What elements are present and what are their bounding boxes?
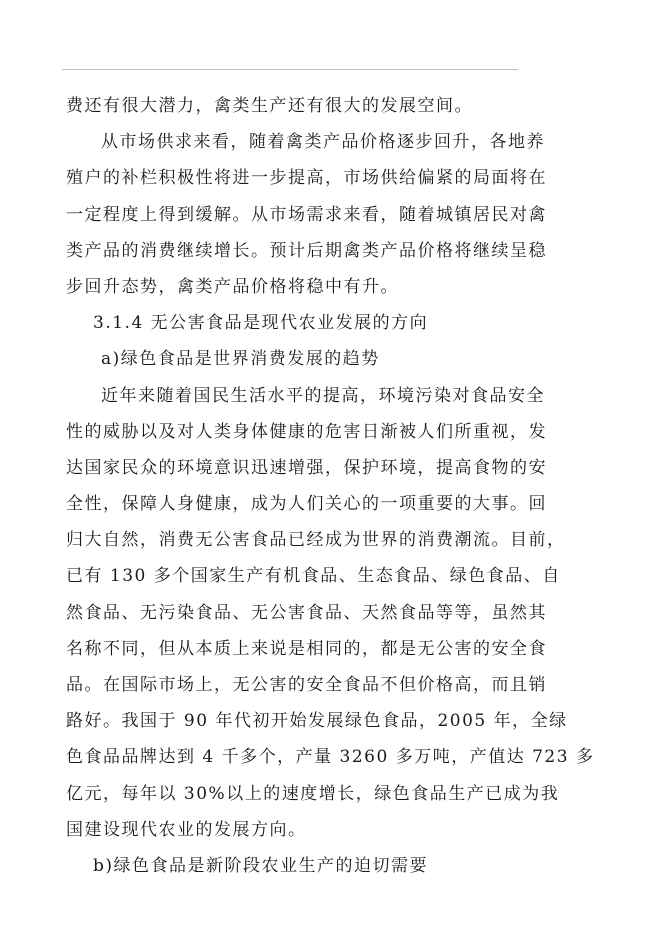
paragraph-line: 一定程度上得到缓解。从市场需求来看，随着城镇居民对禽 [66,204,547,225]
section-heading: 3.1.4 无公害食品是现代农业发展的方向 [93,313,429,334]
paragraph-line: 达国家民众的环境意识迅速增强，保护环境，提高食物的安 [66,457,547,478]
paragraph-line: 殖户的补栏积极性将进一步提高，市场供给偏紧的局面将在 [66,168,547,189]
paragraph-line: 从市场供求来看，随着禽类产品价格逐步回升，各地养 [101,132,545,153]
subsection-heading: a)绿色食品是世界消费发展的趋势 [101,349,380,370]
subsection-heading: b)绿色食品是新阶段农业生产的迫切需要 [93,855,429,876]
paragraph-line: 性的威胁以及对人类身体健康的危害日渐被人们所重视，发 [66,421,547,442]
header-rule [62,69,518,70]
paragraph-line: 步回升态势，禽类产品价格将稳中有升。 [66,276,399,297]
paragraph-line: 色食品品牌达到 4 千多个，产量 3260 多万吨，产值达 723 多 [66,747,595,768]
paragraph-line: 全性，保障人身健康，成为人们关心的一项重要的大事。回 [66,494,547,515]
paragraph-line: 路好。我国于 90 年代初开始发展绿色食品，2005 年，全绿 [66,711,568,732]
paragraph-line: 国建设现代农业的发展方向。 [66,819,307,840]
paragraph-line: 类产品的消费继续增长。预计后期禽类产品价格将继续呈稳 [66,240,547,261]
paragraph-line: 已有 130 多个国家生产有机食品、生态食品、绿色食品、自 [66,566,561,587]
paragraph-line: 归大自然，消费无公害食品已经成为世界的消费潮流。目前， [66,530,566,551]
paragraph-line: 然食品、无污染食品、无公害食品、天然食品等等，虽然其 [66,602,547,623]
paragraph-line: 费还有很大潜力，禽类生产还有很大的发展空间。 [66,96,473,116]
paragraph-line: 近年来随着国民生活水平的提高，环境污染对食品安全 [101,385,545,406]
paragraph-line: 品。在国际市场上，无公害的安全食品不但价格高，而且销 [66,675,547,695]
paragraph-line: 亿元，每年以 30%以上的速度增长，绿色食品生产已成为我 [66,783,560,804]
paragraph-line: 名称不同，但从本质上来说是相同的，都是无公害的安全食 [66,638,547,659]
page-body [66,88,595,884]
